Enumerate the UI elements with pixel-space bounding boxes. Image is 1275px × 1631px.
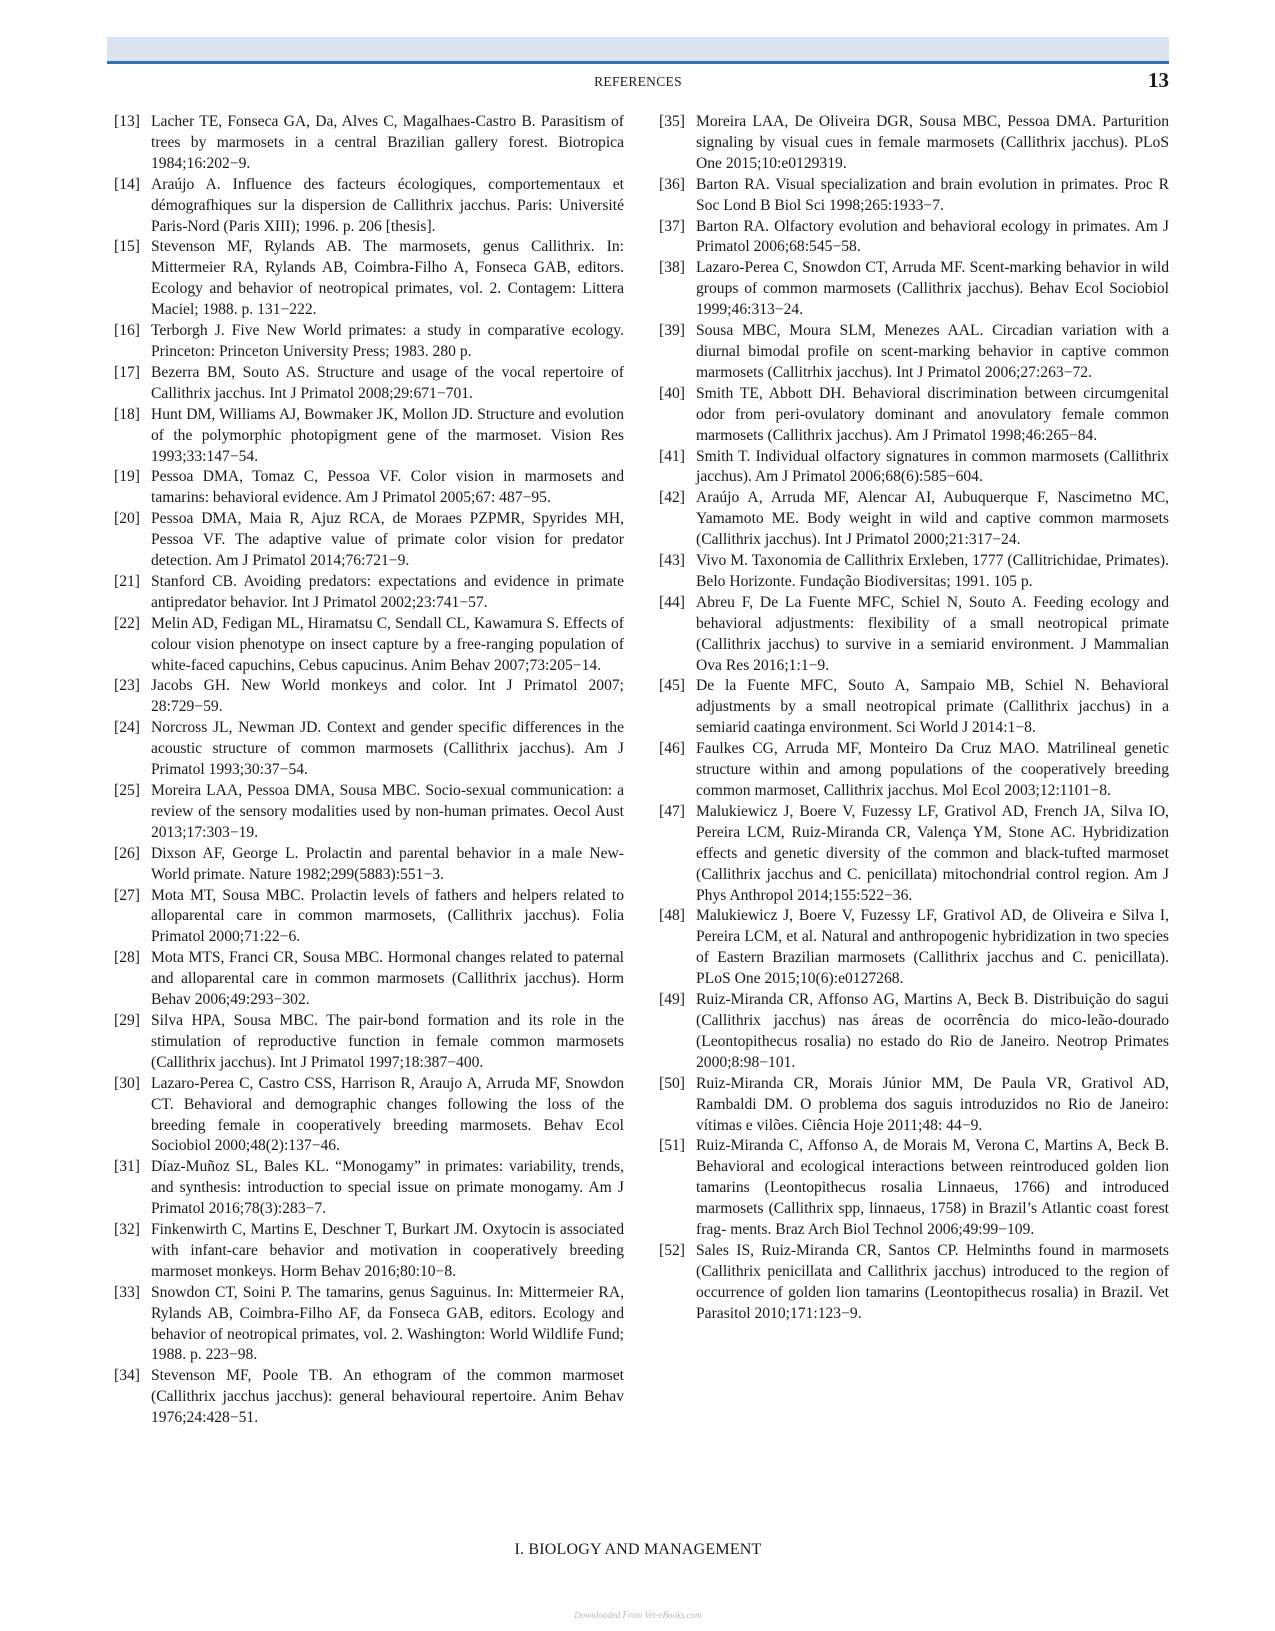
- reference-text: Lazaro-Perea C, Snowdon CT, Arruda MF. Scent-marking behavior in wild groups of common marmosets (Callithrix jacchus). Behav Ecol Sociobiol 1999;46:313−24.: [696, 259, 1169, 319]
- reference-number: [38]: [659, 259, 685, 277]
- reference-text: Ruiz-Miranda C, Affonso A, de Morais M, Verona C, Martins A, Beck B. Behavioral and ecological interactions between reintroduced golden lion tamarins (Leontopithecus rosalia Linnaeus, 1766) and introduced marmosets (Callithrix spp, linnaeus, 1758) in Brazil’s Atlantic coast forest frag- ments. Braz Arch Biol Technol 2006;49:99−109.: [696, 1137, 1169, 1239]
- reference-number: [45]: [659, 677, 685, 695]
- references-right-column: [659, 112, 1169, 1325]
- reference-entry: [114, 237, 624, 321]
- reference-entry: [659, 175, 1169, 217]
- reference-entry: [114, 405, 624, 468]
- reference-number: [40]: [659, 384, 685, 402]
- reference-number: [30]: [114, 1074, 140, 1092]
- reference-text: Sales IS, Ruiz-Miranda CR, Santos CP. Helminths found in marmosets (Callithrix penicillata and Callithrix jacchus) introduced to the region of occurrence of golden lion tamarins (Leontopithecus rosalia) in Brazil. Vet Parasitol 2010;171:123−9.: [696, 1241, 1169, 1322]
- running-head: [107, 68, 1169, 94]
- reference-text: Ruiz-Miranda CR, Morais Júnior MM, De Paula VR, Grativol AD, Rambaldi DM. O problema dos saguis introduzidos no Rio de Janeiro: vítimas e vilões. Ciência Hoje 2011;48: 44−9.: [696, 1074, 1169, 1134]
- reference-entry: [114, 363, 624, 405]
- reference-number: [24]: [114, 719, 140, 737]
- reference-number: [17]: [114, 363, 140, 381]
- reference-entry: [114, 844, 624, 886]
- reference-number: [44]: [659, 593, 685, 611]
- reference-text: Smith T. Individual olfactory signatures in common marmosets (Callithrix jacchus). Am J Primatol 2006;68(6):585−604.: [696, 447, 1169, 486]
- reference-number: [51]: [659, 1137, 685, 1155]
- reference-entry: [659, 802, 1169, 907]
- reference-entry: [114, 886, 624, 949]
- reference-entry: [659, 217, 1169, 259]
- reference-number: [31]: [114, 1158, 140, 1176]
- reference-number: [32]: [114, 1221, 140, 1239]
- reference-text: Stevenson MF, Poole TB. An ethogram of the common marmoset (Callithrix jacchus jacchus): general behavioural repertoire. Anim Behav 1976;24:428−51.: [151, 1367, 624, 1427]
- reference-text: Araújo A. Influence des facteurs écologiques, comportementaux et démografhiques sur la dispersion de Callithrix jacchus. Paris: Université Paris-Nord (Paris XIII); 1996. p. 206 [thesis].: [151, 175, 624, 235]
- reference-number: [26]: [114, 844, 140, 862]
- reference-number: [29]: [114, 1011, 140, 1029]
- reference-number: [14]: [114, 175, 140, 193]
- reference-number: [13]: [114, 113, 140, 130]
- reference-text: Abreu F, De La Fuente MFC, Schiel N, Souto A. Feeding ecology and behavioral adjustments: flexibility of a small neotropical primate (Callithrix jacchus) to survive in a semiarid environment. J Mammalian Ova Res 2016;1:1−9.: [696, 593, 1169, 674]
- reference-text: Finkenwirth C, Martins E, Deschner T, Burkart JM. Oxytocin is associated with infant-care behavior and motivation in cooperatively breeding marmoset monkeys. Horm Behav 2016;80:10−8.: [151, 1221, 624, 1280]
- reference-number: [39]: [659, 322, 685, 340]
- reference-number: [19]: [114, 468, 140, 486]
- reference-number: [18]: [114, 405, 140, 423]
- reference-text: Pessoa DMA, Tomaz C, Pessoa VF. Color vision in marmosets and tamarins: behavioral evidence. Am J Primatol 2005;67: 487−95.: [151, 468, 624, 507]
- reference-text: Barton RA. Visual specialization and brain evolution in primates. Proc R Soc Lond B Biol Sci 1998;265:1933−7.: [696, 175, 1169, 214]
- reference-number: [47]: [659, 802, 685, 820]
- reference-number: [28]: [114, 949, 140, 967]
- references-left-column: [114, 112, 624, 1429]
- reference-text: Norcross JL, Newman JD. Context and gender specific differences in the acoustic structure of common marmosets (Callithrix jacchus). Am J Primatol 1993;30:37−54.: [151, 719, 624, 779]
- reference-entry: [114, 1366, 624, 1429]
- reference-text: Lacher TE, Fonseca GA, Da, Alves C, Magalhaes-Castro B. Parasitism of trees by marmosets in a central Brazilian gallery forest. Biotropica 1984;16:202−9.: [151, 113, 624, 172]
- reference-entry: [114, 509, 624, 572]
- reference-entry: [659, 258, 1169, 321]
- reference-entry: [114, 1157, 624, 1220]
- reference-text: Díaz-Muñoz SL, Bales KL. “Monogamy” in primates: variability, trends, and synthesis: introduction to special issue on primate monogamy. Am J Primatol 2016;78(3):283−7.: [151, 1158, 624, 1218]
- download-watermark: Downloaded From Vet-eBooks.com: [574, 1610, 702, 1620]
- reference-number: [15]: [114, 238, 140, 256]
- reference-entry: [114, 781, 624, 844]
- reference-entry: [659, 739, 1169, 802]
- reference-entry: [114, 1283, 624, 1367]
- reference-number: [36]: [659, 175, 685, 193]
- reference-text: Araújo A, Arruda MF, Alencar AI, Aubuquerque F, Nascimetno MC, Yamamoto ME. Body weight in wild and captive common marmosets (Callithrix jacchus). Int J Primatol 2000;21:317−24.: [696, 489, 1169, 549]
- reference-text: Sousa MBC, Moura SLM, Menezes AAL. Circadian variation with a diurnal bimodal profile on scent-marking behavior in captive common marmosets (Callitrhix jacchus). Int J Primatol 2006;27:263−72.: [696, 322, 1169, 381]
- reference-text: Snowdon CT, Soini P. The tamarins, genus Saguinus. In: Mittermeier RA, Rylands AB, Coimbra-Filho AF, da Fonseca GAB, editors. Ecology and behavior of neotropical primates, vol. 2. Washington: World Wildlife Fund; 1988. p. 223−98.: [151, 1283, 624, 1364]
- reference-number: [48]: [659, 907, 685, 925]
- reference-number: [52]: [659, 1241, 685, 1259]
- reference-text: Pessoa DMA, Maia R, Ajuz RCA, de Moraes PZPMR, Spyrides MH, Pessoa VF. The adaptive value of primate color vision for predator detection. Am J Primatol 2014;76:721−9.: [151, 510, 624, 570]
- reference-entry: [114, 614, 624, 677]
- reference-number: [43]: [659, 552, 685, 570]
- reference-number: [16]: [114, 322, 140, 340]
- reference-text: Stevenson MF, Rylands AB. The marmosets, genus Callithrix. In: Mittermeier RA, Rylands AB, Coimbra-Filho A, Fonseca GAB, editors. Ecology and behavior of neotropical primates, vol. 2. Contagem: Littera Maciel; 1988. p. 131−222.: [151, 238, 624, 319]
- reference-number: [27]: [114, 886, 140, 904]
- reference-number: [34]: [114, 1367, 140, 1385]
- reference-text: Bezerra BM, Souto AS. Structure and usage of the vocal repertoire of Callithrix jacchus. Int J Primatol 2008;29:671−701.: [151, 363, 624, 402]
- reference-entry: [659, 676, 1169, 739]
- reference-entry: [114, 321, 624, 363]
- reference-text: Stanford CB. Avoiding predators: expectations and evidence in primate antipredator behavior. Int J Primatol 2002;23:741−57.: [151, 572, 624, 611]
- reference-entry: [659, 551, 1169, 593]
- reference-text: Moreira LAA, De Oliveira DGR, Sousa MBC, Pessoa DMA. Parturition signaling by visual cues in female marmosets (Callithrix jacchus). PLoS One 2015;10:e0129319.: [696, 113, 1169, 172]
- reference-text: Hunt DM, Williams AJ, Bowmaker JK, Mollon JD. Structure and evolution of the polymorphic photopigment gene of the marmoset. Vision Res 1993;33:147−54.: [151, 405, 624, 465]
- reference-text: Silva HPA, Sousa MBC. The pair-bond formation and its role in the stimulation of reproductive function in female common marmosets (Callithrix jacchus). Int J Primatol 1997;18:387−400.: [151, 1011, 624, 1071]
- reference-number: [37]: [659, 217, 685, 235]
- reference-number: [35]: [659, 113, 685, 130]
- reference-number: [23]: [114, 677, 140, 695]
- reference-entry: [659, 1074, 1169, 1137]
- reference-text: Faulkes CG, Arruda MF, Monteiro Da Cruz MAO. Matrilineal genetic structure within and among populations of the cooperatively breeding common marmoset, Callithrix jacchus. Mol Ecol 2003;12:1101−8.: [696, 740, 1169, 799]
- reference-text: Malukiewicz J, Boere V, Fuzessy LF, Grativol AD, French JA, Silva IO, Pereira LCM, Ruiz-Miranda CR, Valença YM, Stone AC. Hybridization effects and genetic diversity of the common and black-tufted marmoset (Callithrix jacchus and C. penicillata) mitochondrial control region. Am J Phys Anthropol 2014;155:522−36.: [696, 802, 1169, 904]
- reference-entry: [659, 488, 1169, 551]
- reference-number: [46]: [659, 740, 685, 758]
- reference-number: [22]: [114, 614, 140, 632]
- reference-text: Jacobs GH. New World monkeys and color. Int J Primatol 2007; 28:729−59.: [151, 677, 624, 716]
- reference-number: [42]: [659, 489, 685, 507]
- reference-entry: [114, 1220, 624, 1283]
- reference-number: [20]: [114, 510, 140, 528]
- reference-text: Mota MTS, Franci CR, Sousa MBC. Hormonal changes related to paternal and alloparental care in common marmosets (Callithrix jacchus). Horm Behav 2006;49:293−302.: [151, 949, 624, 1009]
- reference-text: Mota MT, Sousa MBC. Prolactin levels of fathers and helpers related to alloparental care in common marmosets, (Callithrix jacchus). Folia Primatol 2000;71:22−6.: [151, 886, 624, 946]
- reference-entry: [114, 175, 624, 238]
- reference-entry: [114, 1074, 624, 1158]
- reference-text: Barton RA. Olfactory evolution and behavioral ecology in primates. Am J Primatol 2006;68:545−58.: [696, 217, 1169, 256]
- reference-text: Malukiewicz J, Boere V, Fuzessy LF, Grativol AD, de Oliveira e Silva I, Pereira LCM, et al. Natural and anthropogenic hybridization in two species of Eastern Brazilian marmosets (Callithrix jacchus and C. penicillata). PLoS One 2015;10(6):e0127268.: [696, 907, 1169, 988]
- reference-entry: [114, 572, 624, 614]
- reference-entry: [659, 1241, 1169, 1325]
- reference-entry: [659, 321, 1169, 384]
- reference-number: [50]: [659, 1074, 685, 1092]
- reference-number: [41]: [659, 447, 685, 465]
- reference-entry: [659, 906, 1169, 990]
- reference-entry: [659, 384, 1169, 447]
- running-title: REFERENCES: [594, 74, 682, 89]
- reference-text: Lazaro-Perea C, Castro CSS, Harrison R, Araujo A, Arruda MF, Snowdon CT. Behavioral and demographic changes following the loss of the breeding female in cooperatively breeding marmosets. Behav Ecol Sociobiol 2000;48(2):137−46.: [151, 1074, 624, 1155]
- reference-number: [33]: [114, 1283, 140, 1301]
- reference-entry: [659, 1136, 1169, 1241]
- reference-entry: [114, 948, 624, 1011]
- reference-number: [49]: [659, 991, 685, 1009]
- reference-entry: [659, 447, 1169, 489]
- header-band: [107, 37, 1169, 64]
- reference-entry: [114, 1011, 624, 1074]
- section-footer: I. BIOLOGY AND MANAGEMENT: [514, 1541, 762, 1558]
- reference-entry: [114, 718, 624, 781]
- reference-entry: [659, 990, 1169, 1074]
- reference-text: Terborgh J. Five New World primates: a study in comparative ecology. Princeton: Princeton University Press; 1983. 280 p.: [151, 322, 624, 360]
- reference-number: [25]: [114, 782, 140, 799]
- reference-entry: [114, 467, 624, 509]
- reference-number: [21]: [114, 572, 140, 590]
- reference-text: De la Fuente MFC, Souto A, Sampaio MB, Schiel N. Behavioral adjustments by a small neotropical primate (Callithrix jacchus) in a semiarid caatinga environment. Sci World J 2014:1−8.: [696, 677, 1169, 737]
- reference-text: Moreira LAA, Pessoa DMA, Sousa MBC. Socio-sexual communication: a review of the sensory modalities used by non-human primates. Oecol Aust 2013;17:303−19.: [151, 782, 624, 841]
- reference-entry: [114, 676, 624, 718]
- reference-text: Ruiz-Miranda CR, Affonso AG, Martins A, Beck B. Distribuição do sagui (Callithrix jacchus) nas áreas de ocorrência do mico-leão-dourado (Leontopithecus rosalia) no estado do Rio de Janeiro. Neotrop Primates 2000;8:98−101.: [696, 991, 1169, 1071]
- reference-text: Dixson AF, George L. Prolactin and parental behavior in a male New-World primate. Nature 1982;299(5883):551−3.: [151, 844, 624, 883]
- reference-entry: [114, 112, 624, 175]
- reference-text: Smith TE, Abbott DH. Behavioral discrimination between circumgenital odor from peri-ovulatory dominant and anovulatory female common marmosets (Callithrix jacchus). Am J Primatol 1998;46:265−84.: [696, 384, 1169, 444]
- reference-text: Melin AD, Fedigan ML, Hiramatsu C, Sendall CL, Kawamura S. Effects of colour vision phenotype on insect capture by a free-ranging population of white-faced capuchins, Cebus capucinus. Anim Behav 2007;73:205−14.: [151, 614, 624, 674]
- reference-entry: [659, 593, 1169, 677]
- reference-entry: [659, 112, 1169, 175]
- page-number: 13: [1148, 68, 1169, 92]
- reference-text: Vivo M. Taxonomia de Callithrix Erxleben, 1777 (Callitrichidae, Primates). Belo Horizonte. Fundação Biodiversitas; 1991. 105 p.: [696, 552, 1169, 590]
